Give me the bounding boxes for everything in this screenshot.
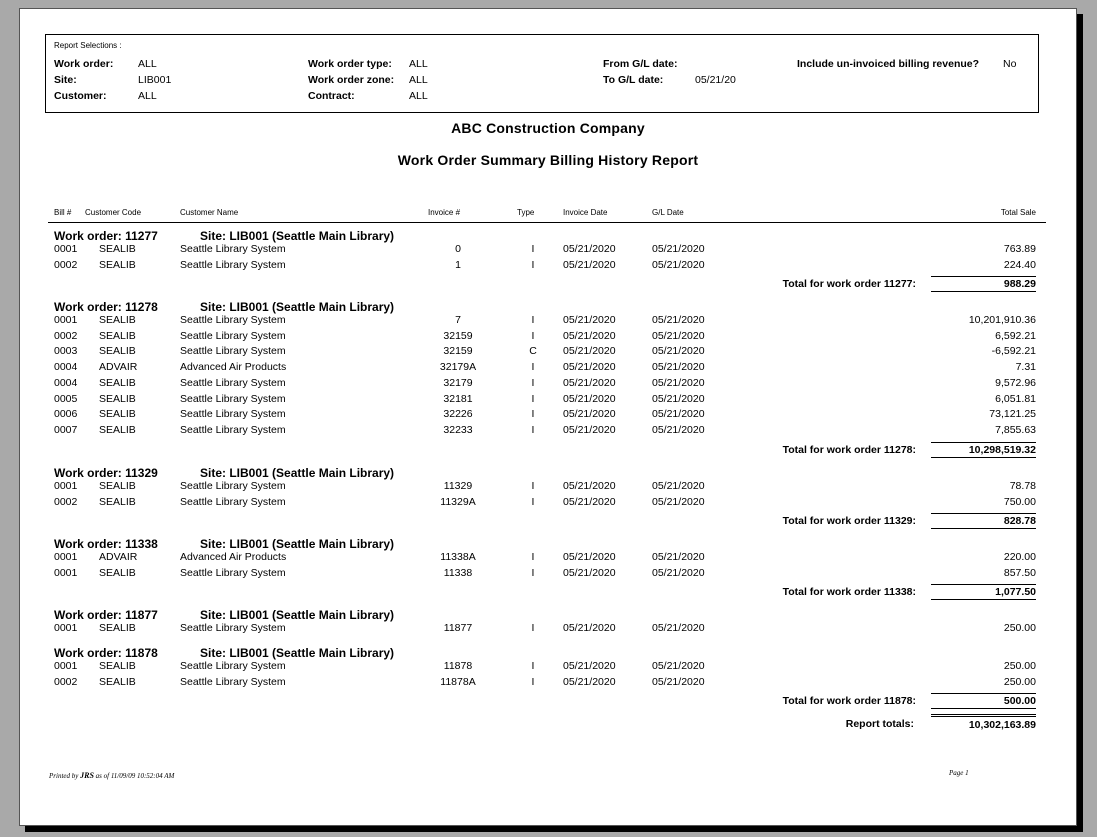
selection-label: To G/L date: — [603, 74, 664, 86]
table-cell: 32159 — [443, 329, 473, 342]
report-page — [19, 8, 1077, 826]
table-cell: 05/21/2020 — [563, 345, 616, 358]
column-header-invoice-date: Invoice Date — [563, 208, 608, 217]
table-cell: Seattle Library System — [180, 660, 286, 672]
table-cell: I — [531, 495, 535, 508]
printed-by-footer — [49, 771, 174, 780]
table-cell: Seattle Library System — [180, 495, 286, 508]
table-cell: 0006 — [54, 408, 78, 421]
column-header-type: Type — [517, 208, 535, 217]
table-cell: 05/21/2020 — [563, 660, 616, 672]
table-cell: 05/21/2020 — [563, 243, 616, 255]
work-order-total-value: 1,077.50 — [995, 586, 1036, 599]
work-order-total-label: Total for work order 11278: — [782, 443, 916, 456]
selection-label: From G/L date: — [603, 58, 678, 70]
work-order-header: Work order: 11278 — [54, 300, 158, 314]
table-cell: 05/21/2020 — [563, 361, 616, 374]
subtotal-bottom-rule — [931, 291, 1036, 292]
selection-value: ALL — [138, 58, 157, 70]
table-cell: 05/21/2020 — [652, 314, 705, 326]
table-cell: 0004 — [54, 376, 78, 389]
table-cell: I — [531, 258, 535, 271]
work-order-total-label: Total for work order 11878: — [782, 695, 916, 708]
table-cell: Seattle Library System — [180, 258, 286, 271]
table-cell: Seattle Library System — [180, 329, 286, 342]
table-cell: ADVAIR — [99, 361, 138, 374]
table-cell: SEALIB — [99, 423, 136, 436]
table-cell: 05/21/2020 — [563, 551, 616, 563]
table-cell: 220.00 — [1003, 551, 1036, 563]
selection-value: ALL — [138, 90, 157, 102]
table-cell: 0001 — [54, 480, 78, 492]
table-cell: 05/21/2020 — [652, 408, 705, 421]
table-cell: I — [531, 314, 535, 326]
table-cell: 05/21/2020 — [652, 551, 705, 563]
table-cell: Seattle Library System — [180, 480, 286, 492]
table-cell: SEALIB — [99, 566, 136, 579]
subtotal-rule — [931, 442, 1036, 443]
table-cell: 0007 — [54, 423, 78, 436]
table-cell: 0002 — [54, 329, 78, 342]
table-cell: I — [531, 423, 535, 436]
table-cell: 32233 — [443, 423, 473, 436]
selection-value: ALL — [409, 74, 428, 86]
table-cell: I — [531, 329, 535, 342]
table-cell: Seattle Library System — [180, 622, 286, 634]
page-number: Page 1 — [949, 769, 969, 777]
table-cell: 05/21/2020 — [652, 243, 705, 255]
table-cell: I — [531, 622, 535, 634]
table-cell: 0 — [455, 243, 461, 255]
table-cell: SEALIB — [99, 329, 136, 342]
table-cell: 0001 — [54, 314, 78, 326]
work-order-site: Site: LIB001 (Seattle Main Library) — [200, 608, 395, 622]
table-cell: Seattle Library System — [180, 243, 286, 255]
table-cell: Seattle Library System — [180, 392, 286, 405]
table-cell: SEALIB — [99, 495, 136, 508]
table-cell: SEALIB — [99, 258, 136, 271]
table-cell: 05/21/2020 — [652, 258, 705, 271]
table-cell: 05/21/2020 — [652, 361, 705, 374]
table-cell: SEALIB — [99, 243, 136, 255]
company-name: ABC Construction Company — [451, 120, 645, 136]
table-cell: 05/21/2020 — [652, 376, 705, 389]
selection-label: Contract: — [308, 90, 355, 102]
column-header-customer-code: Customer Code — [85, 208, 142, 217]
work-order-total-value: 988.29 — [1003, 278, 1036, 291]
work-order-total-value: 828.78 — [1003, 515, 1036, 528]
table-cell: 7.31 — [1015, 361, 1036, 374]
subtotal-bottom-rule — [931, 708, 1036, 709]
work-order-site: Site: LIB001 (Seattle Main Library) — [200, 466, 395, 480]
table-cell: 250.00 — [1003, 660, 1036, 672]
column-header-total-sale: Total Sale — [1000, 208, 1036, 217]
table-cell: 6,592.21 — [995, 329, 1036, 342]
header-rule — [48, 222, 1046, 223]
work-order-total-label: Total for work order 11329: — [782, 515, 916, 528]
table-cell: 05/21/2020 — [563, 566, 616, 579]
table-cell: I — [531, 480, 535, 492]
table-cell: I — [531, 660, 535, 672]
table-cell: Seattle Library System — [180, 345, 286, 358]
table-cell: 7,855.63 — [995, 423, 1036, 436]
table-cell: 32226 — [443, 408, 473, 421]
table-cell: I — [531, 361, 535, 374]
table-cell: 763.89 — [1003, 243, 1036, 255]
table-cell: I — [531, 566, 535, 579]
table-cell: 11877 — [443, 622, 473, 634]
work-order-total-label: Total for work order 11277: — [782, 278, 916, 291]
work-order-header: Work order: 11877 — [54, 608, 158, 622]
selection-value: ALL — [409, 58, 428, 70]
table-cell: 05/21/2020 — [563, 376, 616, 389]
work-order-total-label: Total for work order 11338: — [782, 586, 916, 599]
table-cell: 750.00 — [1003, 495, 1036, 508]
printed-timestamp: as of 11/09/09 10:52:04 AM — [95, 772, 175, 780]
table-cell: Seattle Library System — [180, 675, 286, 688]
table-cell: 05/21/2020 — [563, 329, 616, 342]
table-cell: Seattle Library System — [180, 376, 286, 389]
table-cell: 05/21/2020 — [652, 660, 705, 672]
table-cell: SEALIB — [99, 392, 136, 405]
selection-label: Customer: — [54, 90, 107, 102]
subtotal-bottom-rule — [931, 457, 1036, 458]
table-cell: 11338A — [440, 551, 476, 563]
table-cell: I — [531, 408, 535, 421]
table-cell: 11329 — [443, 480, 473, 492]
work-order-total-value: 500.00 — [1003, 695, 1036, 708]
table-cell: 11329A — [440, 495, 476, 508]
table-cell: 11338 — [443, 566, 473, 579]
table-cell: 11878A — [440, 675, 476, 688]
table-cell: 05/21/2020 — [563, 495, 616, 508]
table-cell: SEALIB — [99, 345, 136, 358]
table-cell: Seattle Library System — [180, 314, 286, 326]
table-cell: 0001 — [54, 243, 78, 255]
table-cell: 0005 — [54, 392, 78, 405]
table-cell: 857.50 — [1003, 566, 1036, 579]
selection-label: Include un-invoiced billing revenue? — [797, 58, 980, 70]
table-cell: I — [531, 243, 535, 255]
table-cell: Seattle Library System — [180, 408, 286, 421]
subtotal-rule — [931, 276, 1036, 277]
table-cell: I — [531, 376, 535, 389]
printed-by-label: Printed by — [49, 772, 79, 780]
table-cell: 10,201,910.36 — [968, 314, 1036, 326]
report-title: Work Order Summary Billing History Report — [397, 152, 699, 168]
table-cell: 05/21/2020 — [652, 392, 705, 405]
selection-value: ALL — [409, 90, 428, 102]
table-cell: -6,592.21 — [991, 345, 1036, 358]
table-cell: 05/21/2020 — [563, 392, 616, 405]
work-order-site: Site: LIB001 (Seattle Main Library) — [200, 300, 395, 314]
table-cell: Seattle Library System — [180, 423, 286, 436]
table-cell: 05/21/2020 — [563, 675, 616, 688]
column-header-bill: Bill # — [54, 208, 72, 217]
table-cell: 32179 — [443, 376, 473, 389]
report-total-rule — [931, 714, 1036, 715]
table-cell: 05/21/2020 — [652, 566, 705, 579]
selection-label: Work order zone: — [308, 74, 395, 86]
table-cell: SEALIB — [99, 622, 136, 634]
table-cell: I — [531, 392, 535, 405]
report-total-rule — [931, 716, 1036, 717]
column-header-customer-name: Customer Name — [180, 208, 239, 217]
table-cell: 32179A — [439, 361, 477, 374]
table-cell: 0001 — [54, 551, 78, 563]
table-cell: 0002 — [54, 258, 78, 271]
work-order-site: Site: LIB001 (Seattle Main Library) — [200, 229, 395, 243]
table-cell: 05/21/2020 — [563, 408, 616, 421]
table-cell: 05/21/2020 — [652, 622, 705, 634]
table-cell: ADVAIR — [99, 551, 138, 563]
table-cell: 05/21/2020 — [563, 480, 616, 492]
table-cell: I — [531, 675, 535, 688]
table-cell: 32159 — [443, 345, 473, 358]
report-selections-box — [45, 34, 1039, 113]
printed-by-user: JRS — [80, 771, 94, 780]
work-order-site: Site: LIB001 (Seattle Main Library) — [200, 646, 395, 660]
table-cell: I — [531, 551, 535, 563]
column-header-invoice: Invoice # — [428, 208, 461, 217]
table-cell: 32181 — [443, 392, 473, 405]
table-cell: 05/21/2020 — [563, 423, 616, 436]
table-cell: 9,572.96 — [995, 376, 1036, 389]
table-cell: 0001 — [54, 566, 78, 579]
table-cell: 0001 — [54, 660, 78, 672]
selection-value: LIB001 — [138, 74, 172, 86]
work-order-header: Work order: 11277 — [54, 229, 158, 243]
table-cell: SEALIB — [99, 314, 136, 326]
selection-label: Work order type: — [308, 58, 392, 70]
selection-value: No — [1003, 58, 1017, 70]
subtotal-bottom-rule — [931, 528, 1036, 529]
work-order-header: Work order: 11878 — [54, 646, 158, 660]
table-cell: 78.78 — [1009, 480, 1036, 492]
work-order-total-value: 10,298,519.32 — [968, 443, 1036, 456]
subtotal-rule — [931, 513, 1036, 514]
table-cell: SEALIB — [99, 480, 136, 492]
table-cell: 05/21/2020 — [652, 480, 705, 492]
table-cell: 7 — [455, 314, 461, 326]
column-header-gl-date: G/L Date — [652, 208, 684, 217]
table-cell: 05/21/2020 — [563, 622, 616, 634]
work-order-header: Work order: 11338 — [54, 537, 158, 551]
work-order-header: Work order: 11329 — [54, 466, 158, 480]
selections-heading: Report Selections : — [54, 41, 122, 50]
table-cell: Advanced Air Products — [180, 361, 287, 374]
table-cell: 0003 — [54, 345, 78, 358]
table-cell: 0002 — [54, 495, 78, 508]
table-cell: 11878 — [443, 660, 473, 672]
table-cell: 0001 — [54, 622, 78, 634]
selection-label: Site: — [54, 74, 77, 86]
report-total-value: 10,302,163.89 — [968, 719, 1036, 731]
table-cell: 0004 — [54, 361, 78, 374]
report-total-label: Report totals: — [845, 718, 914, 730]
table-cell: Advanced Air Products — [180, 551, 287, 563]
table-cell: 224.40 — [1003, 258, 1036, 271]
selection-label: Work order: — [54, 58, 114, 70]
table-cell: 05/21/2020 — [652, 329, 705, 342]
selection-value: 05/21/20 — [695, 74, 736, 86]
table-cell: SEALIB — [99, 660, 136, 672]
table-cell: 73,121.25 — [989, 408, 1036, 421]
table-cell: 05/21/2020 — [563, 314, 616, 326]
table-cell: 6,051.81 — [995, 392, 1036, 405]
table-cell: 05/21/2020 — [652, 675, 705, 688]
table-cell: SEALIB — [99, 675, 136, 688]
table-cell: 05/21/2020 — [652, 345, 705, 358]
table-cell: 05/21/2020 — [563, 258, 616, 271]
table-cell: Seattle Library System — [180, 566, 286, 579]
subtotal-rule — [931, 584, 1036, 585]
table-cell: 05/21/2020 — [652, 423, 705, 436]
table-cell: SEALIB — [99, 408, 136, 421]
table-cell: 05/21/2020 — [652, 495, 705, 508]
table-cell: SEALIB — [99, 376, 136, 389]
table-cell: C — [529, 345, 537, 358]
table-cell: 1 — [455, 258, 461, 271]
table-cell: 250.00 — [1003, 622, 1036, 634]
table-cell: 0002 — [54, 675, 78, 688]
subtotal-rule — [931, 693, 1036, 694]
subtotal-bottom-rule — [931, 599, 1036, 600]
table-cell: 250.00 — [1003, 675, 1036, 688]
work-order-site: Site: LIB001 (Seattle Main Library) — [200, 537, 395, 551]
